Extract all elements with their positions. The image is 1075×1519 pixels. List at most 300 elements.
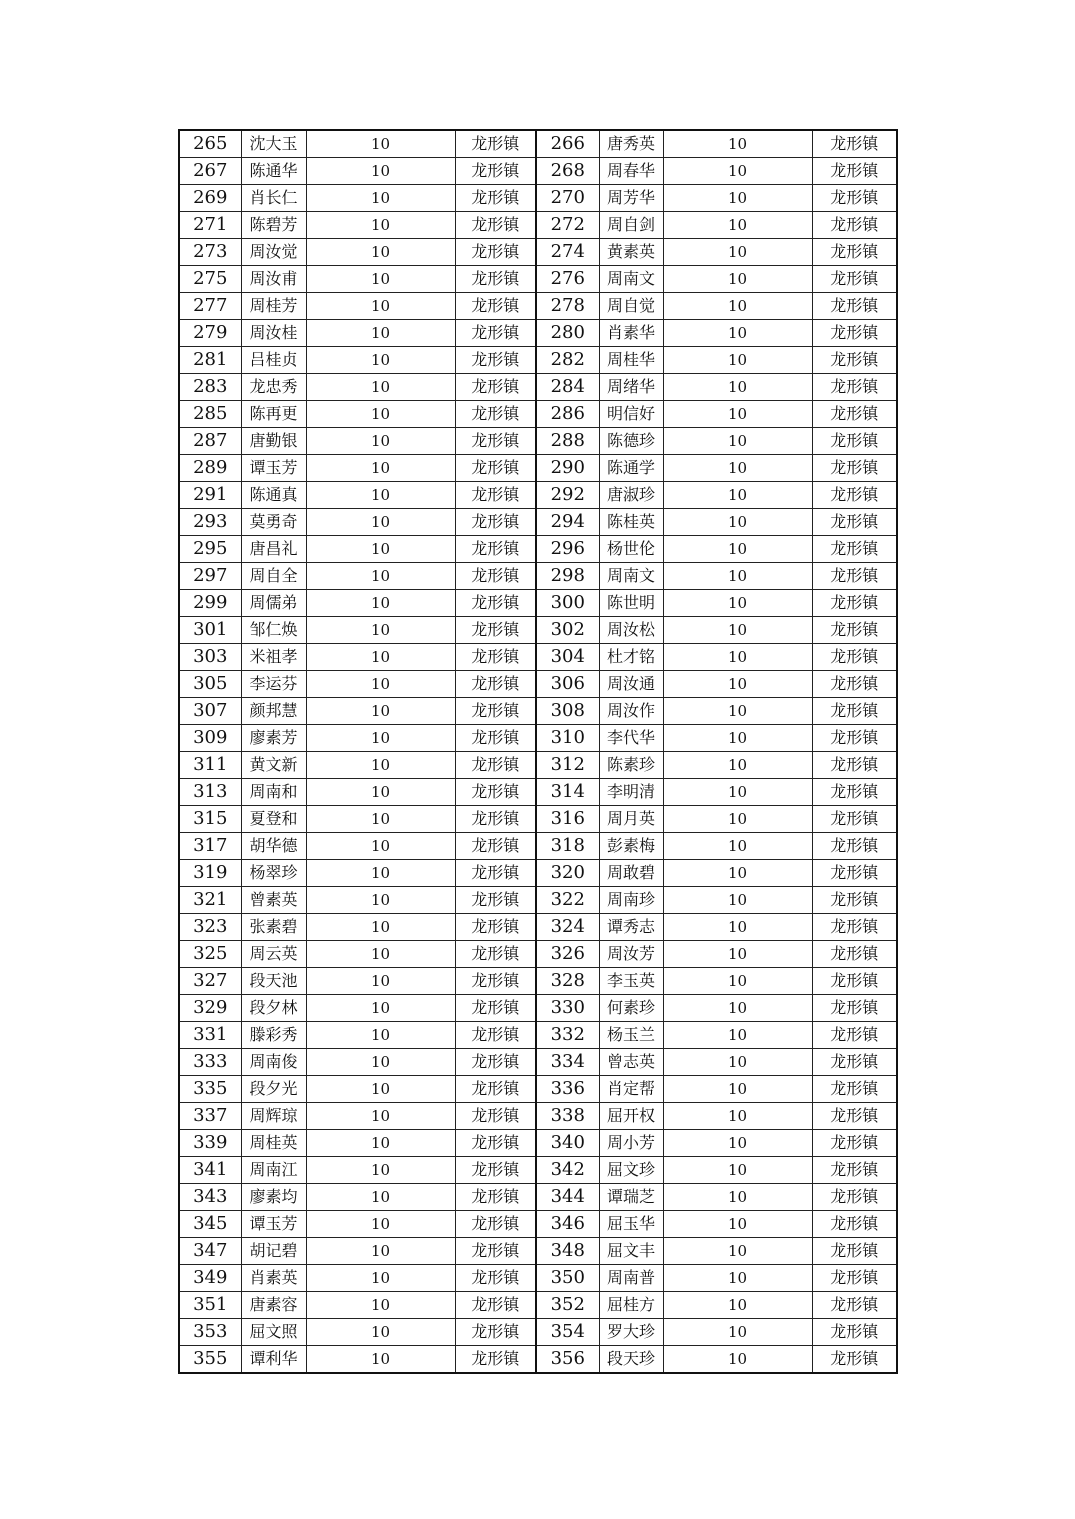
right-amount-cell: 10 bbox=[663, 644, 812, 671]
right-no-cell: 346 bbox=[536, 1211, 599, 1238]
left-amount-cell: 10 bbox=[306, 509, 455, 536]
left-town-cell: 龙形镇 bbox=[455, 1022, 536, 1049]
left-no-cell: 341 bbox=[179, 1157, 241, 1184]
right-no-cell: 336 bbox=[536, 1076, 599, 1103]
left-name-cell: 周汝觉 bbox=[241, 239, 306, 266]
right-amount-cell: 10 bbox=[663, 1292, 812, 1319]
left-name-cell: 段夕林 bbox=[241, 995, 306, 1022]
table-row bbox=[179, 1292, 897, 1319]
left-amount-cell: 10 bbox=[306, 266, 455, 293]
right-amount-cell: 10 bbox=[663, 887, 812, 914]
left-amount-cell: 10 bbox=[306, 1130, 455, 1157]
table-row bbox=[179, 590, 897, 617]
left-no-cell: 297 bbox=[179, 563, 241, 590]
left-amount-cell: 10 bbox=[306, 158, 455, 185]
left-amount-cell: 10 bbox=[306, 185, 455, 212]
left-name-cell: 谭玉芳 bbox=[241, 1211, 306, 1238]
left-amount-cell: 10 bbox=[306, 1022, 455, 1049]
right-town-cell: 龙形镇 bbox=[812, 941, 897, 968]
right-town-cell: 龙形镇 bbox=[812, 320, 897, 347]
right-no-cell: 296 bbox=[536, 536, 599, 563]
left-name-cell: 周南俊 bbox=[241, 1049, 306, 1076]
right-name-cell: 陈德珍 bbox=[599, 428, 663, 455]
left-name-cell: 胡记碧 bbox=[241, 1238, 306, 1265]
table-row bbox=[179, 860, 897, 887]
right-town-cell: 龙形镇 bbox=[812, 698, 897, 725]
right-no-cell: 276 bbox=[536, 266, 599, 293]
right-amount-cell: 10 bbox=[663, 671, 812, 698]
right-town-cell: 龙形镇 bbox=[812, 428, 897, 455]
table-body bbox=[179, 130, 897, 1373]
right-no-cell: 332 bbox=[536, 1022, 599, 1049]
right-amount-cell: 10 bbox=[663, 1238, 812, 1265]
left-name-cell: 陈碧芳 bbox=[241, 212, 306, 239]
left-amount-cell: 10 bbox=[306, 806, 455, 833]
left-amount-cell: 10 bbox=[306, 833, 455, 860]
left-amount-cell: 10 bbox=[306, 860, 455, 887]
left-name-cell: 周南和 bbox=[241, 779, 306, 806]
right-name-cell: 曾志英 bbox=[599, 1049, 663, 1076]
left-amount-cell: 10 bbox=[306, 698, 455, 725]
right-amount-cell: 10 bbox=[663, 374, 812, 401]
left-town-cell: 龙形镇 bbox=[455, 1157, 536, 1184]
right-amount-cell: 10 bbox=[663, 590, 812, 617]
table-row bbox=[179, 1103, 897, 1130]
right-name-cell: 杨玉兰 bbox=[599, 1022, 663, 1049]
left-amount-cell: 10 bbox=[306, 374, 455, 401]
left-name-cell: 谭利华 bbox=[241, 1346, 306, 1374]
table-row bbox=[179, 1022, 897, 1049]
left-amount-cell: 10 bbox=[306, 725, 455, 752]
left-name-cell: 李运芬 bbox=[241, 671, 306, 698]
right-town-cell: 龙形镇 bbox=[812, 293, 897, 320]
left-name-cell: 张素碧 bbox=[241, 914, 306, 941]
left-no-cell: 327 bbox=[179, 968, 241, 995]
right-town-cell: 龙形镇 bbox=[812, 509, 897, 536]
right-amount-cell: 10 bbox=[663, 941, 812, 968]
right-name-cell: 何素珍 bbox=[599, 995, 663, 1022]
left-amount-cell: 10 bbox=[306, 941, 455, 968]
right-name-cell: 肖定帮 bbox=[599, 1076, 663, 1103]
left-name-cell: 段夕光 bbox=[241, 1076, 306, 1103]
left-name-cell: 段天池 bbox=[241, 968, 306, 995]
right-amount-cell: 10 bbox=[663, 563, 812, 590]
left-town-cell: 龙形镇 bbox=[455, 1103, 536, 1130]
roster-sheet bbox=[178, 129, 896, 1374]
right-name-cell: 周自觉 bbox=[599, 293, 663, 320]
left-town-cell: 龙形镇 bbox=[455, 185, 536, 212]
right-name-cell: 罗大珍 bbox=[599, 1319, 663, 1346]
left-town-cell: 龙形镇 bbox=[455, 1346, 536, 1374]
table-row bbox=[179, 671, 897, 698]
right-name-cell: 段天珍 bbox=[599, 1346, 663, 1374]
right-amount-cell: 10 bbox=[663, 1103, 812, 1130]
right-town-cell: 龙形镇 bbox=[812, 185, 897, 212]
right-name-cell: 屈开权 bbox=[599, 1103, 663, 1130]
right-amount-cell: 10 bbox=[663, 725, 812, 752]
left-no-cell: 315 bbox=[179, 806, 241, 833]
right-no-cell: 292 bbox=[536, 482, 599, 509]
right-no-cell: 270 bbox=[536, 185, 599, 212]
right-amount-cell: 10 bbox=[663, 995, 812, 1022]
right-no-cell: 288 bbox=[536, 428, 599, 455]
left-name-cell: 唐勤银 bbox=[241, 428, 306, 455]
left-town-cell: 龙形镇 bbox=[455, 671, 536, 698]
left-town-cell: 龙形镇 bbox=[455, 1319, 536, 1346]
right-amount-cell: 10 bbox=[663, 266, 812, 293]
left-town-cell: 龙形镇 bbox=[455, 1238, 536, 1265]
right-amount-cell: 10 bbox=[663, 212, 812, 239]
right-amount-cell: 10 bbox=[663, 968, 812, 995]
table-row bbox=[179, 455, 897, 482]
left-no-cell: 319 bbox=[179, 860, 241, 887]
left-town-cell: 龙形镇 bbox=[455, 887, 536, 914]
left-town-cell: 龙形镇 bbox=[455, 455, 536, 482]
right-no-cell: 320 bbox=[536, 860, 599, 887]
right-town-cell: 龙形镇 bbox=[812, 887, 897, 914]
left-name-cell: 米祖孝 bbox=[241, 644, 306, 671]
table-row bbox=[179, 644, 897, 671]
table-row bbox=[179, 239, 897, 266]
right-name-cell: 杜才铭 bbox=[599, 644, 663, 671]
table-row bbox=[179, 1211, 897, 1238]
right-name-cell: 谭瑞芝 bbox=[599, 1184, 663, 1211]
left-amount-cell: 10 bbox=[306, 1076, 455, 1103]
left-no-cell: 287 bbox=[179, 428, 241, 455]
left-amount-cell: 10 bbox=[306, 1157, 455, 1184]
table-row bbox=[179, 482, 897, 509]
right-name-cell: 周汝芳 bbox=[599, 941, 663, 968]
right-no-cell: 306 bbox=[536, 671, 599, 698]
right-name-cell: 屈桂方 bbox=[599, 1292, 663, 1319]
right-no-cell: 350 bbox=[536, 1265, 599, 1292]
left-amount-cell: 10 bbox=[306, 779, 455, 806]
table-row bbox=[179, 320, 897, 347]
left-town-cell: 龙形镇 bbox=[455, 320, 536, 347]
right-amount-cell: 10 bbox=[663, 401, 812, 428]
right-town-cell: 龙形镇 bbox=[812, 752, 897, 779]
right-town-cell: 龙形镇 bbox=[812, 590, 897, 617]
left-name-cell: 颜邦慧 bbox=[241, 698, 306, 725]
table-row bbox=[179, 995, 897, 1022]
table-row bbox=[179, 968, 897, 995]
left-name-cell: 肖长仁 bbox=[241, 185, 306, 212]
right-amount-cell: 10 bbox=[663, 482, 812, 509]
left-no-cell: 339 bbox=[179, 1130, 241, 1157]
left-name-cell: 周桂芳 bbox=[241, 293, 306, 320]
left-no-cell: 301 bbox=[179, 617, 241, 644]
left-amount-cell: 10 bbox=[306, 401, 455, 428]
left-town-cell: 龙形镇 bbox=[455, 401, 536, 428]
right-town-cell: 龙形镇 bbox=[812, 617, 897, 644]
right-town-cell: 龙形镇 bbox=[812, 266, 897, 293]
left-name-cell: 周汝甫 bbox=[241, 266, 306, 293]
right-town-cell: 龙形镇 bbox=[812, 968, 897, 995]
right-no-cell: 302 bbox=[536, 617, 599, 644]
table-row bbox=[179, 617, 897, 644]
right-name-cell: 李明清 bbox=[599, 779, 663, 806]
left-town-cell: 龙形镇 bbox=[455, 428, 536, 455]
table-row bbox=[179, 158, 897, 185]
right-amount-cell: 10 bbox=[663, 536, 812, 563]
table-row bbox=[179, 833, 897, 860]
right-no-cell: 290 bbox=[536, 455, 599, 482]
right-town-cell: 龙形镇 bbox=[812, 1211, 897, 1238]
table-row bbox=[179, 1157, 897, 1184]
right-amount-cell: 10 bbox=[663, 347, 812, 374]
right-town-cell: 龙形镇 bbox=[812, 1184, 897, 1211]
right-town-cell: 龙形镇 bbox=[812, 536, 897, 563]
right-name-cell: 周南文 bbox=[599, 266, 663, 293]
right-no-cell: 278 bbox=[536, 293, 599, 320]
roster-table bbox=[178, 129, 898, 1374]
left-amount-cell: 10 bbox=[306, 1049, 455, 1076]
right-town-cell: 龙形镇 bbox=[812, 212, 897, 239]
right-town-cell: 龙形镇 bbox=[812, 1130, 897, 1157]
left-no-cell: 271 bbox=[179, 212, 241, 239]
right-no-cell: 268 bbox=[536, 158, 599, 185]
left-town-cell: 龙形镇 bbox=[455, 130, 536, 158]
right-amount-cell: 10 bbox=[663, 509, 812, 536]
left-no-cell: 309 bbox=[179, 725, 241, 752]
right-town-cell: 龙形镇 bbox=[812, 644, 897, 671]
left-town-cell: 龙形镇 bbox=[455, 212, 536, 239]
right-amount-cell: 10 bbox=[663, 239, 812, 266]
left-name-cell: 沈大玉 bbox=[241, 130, 306, 158]
left-no-cell: 305 bbox=[179, 671, 241, 698]
right-name-cell: 明信好 bbox=[599, 401, 663, 428]
left-town-cell: 龙形镇 bbox=[455, 806, 536, 833]
left-no-cell: 313 bbox=[179, 779, 241, 806]
left-no-cell: 311 bbox=[179, 752, 241, 779]
left-amount-cell: 10 bbox=[306, 887, 455, 914]
table-row bbox=[179, 1346, 897, 1374]
left-name-cell: 滕彩秀 bbox=[241, 1022, 306, 1049]
left-no-cell: 337 bbox=[179, 1103, 241, 1130]
right-town-cell: 龙形镇 bbox=[812, 1076, 897, 1103]
right-amount-cell: 10 bbox=[663, 1265, 812, 1292]
right-name-cell: 谭秀志 bbox=[599, 914, 663, 941]
left-town-cell: 龙形镇 bbox=[455, 536, 536, 563]
left-no-cell: 275 bbox=[179, 266, 241, 293]
right-town-cell: 龙形镇 bbox=[812, 671, 897, 698]
right-name-cell: 屈文丰 bbox=[599, 1238, 663, 1265]
right-town-cell: 龙形镇 bbox=[812, 401, 897, 428]
right-no-cell: 348 bbox=[536, 1238, 599, 1265]
right-amount-cell: 10 bbox=[663, 1049, 812, 1076]
left-no-cell: 277 bbox=[179, 293, 241, 320]
left-name-cell: 黄文新 bbox=[241, 752, 306, 779]
left-town-cell: 龙形镇 bbox=[455, 563, 536, 590]
right-town-cell: 龙形镇 bbox=[812, 1022, 897, 1049]
right-no-cell: 314 bbox=[536, 779, 599, 806]
table-row bbox=[179, 887, 897, 914]
right-amount-cell: 10 bbox=[663, 833, 812, 860]
right-name-cell: 周汝作 bbox=[599, 698, 663, 725]
right-town-cell: 龙形镇 bbox=[812, 455, 897, 482]
table-row bbox=[179, 266, 897, 293]
table-row bbox=[179, 401, 897, 428]
table-row bbox=[179, 374, 897, 401]
left-no-cell: 349 bbox=[179, 1265, 241, 1292]
table-row bbox=[179, 725, 897, 752]
right-no-cell: 334 bbox=[536, 1049, 599, 1076]
right-name-cell: 周南普 bbox=[599, 1265, 663, 1292]
left-town-cell: 龙形镇 bbox=[455, 239, 536, 266]
right-town-cell: 龙形镇 bbox=[812, 1049, 897, 1076]
left-town-cell: 龙形镇 bbox=[455, 266, 536, 293]
left-amount-cell: 10 bbox=[306, 1346, 455, 1374]
right-town-cell: 龙形镇 bbox=[812, 1346, 897, 1374]
table-row bbox=[179, 1130, 897, 1157]
right-name-cell: 周桂华 bbox=[599, 347, 663, 374]
right-no-cell: 284 bbox=[536, 374, 599, 401]
right-name-cell: 周春华 bbox=[599, 158, 663, 185]
right-town-cell: 龙形镇 bbox=[812, 914, 897, 941]
right-amount-cell: 10 bbox=[663, 158, 812, 185]
left-amount-cell: 10 bbox=[306, 995, 455, 1022]
left-amount-cell: 10 bbox=[306, 617, 455, 644]
left-name-cell: 廖素均 bbox=[241, 1184, 306, 1211]
right-no-cell: 272 bbox=[536, 212, 599, 239]
left-town-cell: 龙形镇 bbox=[455, 644, 536, 671]
left-no-cell: 347 bbox=[179, 1238, 241, 1265]
right-no-cell: 304 bbox=[536, 644, 599, 671]
right-name-cell: 杨世伦 bbox=[599, 536, 663, 563]
right-amount-cell: 10 bbox=[663, 1211, 812, 1238]
right-amount-cell: 10 bbox=[663, 1076, 812, 1103]
right-town-cell: 龙形镇 bbox=[812, 482, 897, 509]
left-town-cell: 龙形镇 bbox=[455, 860, 536, 887]
table-row bbox=[179, 1076, 897, 1103]
left-no-cell: 283 bbox=[179, 374, 241, 401]
right-no-cell: 280 bbox=[536, 320, 599, 347]
right-amount-cell: 10 bbox=[663, 320, 812, 347]
right-no-cell: 330 bbox=[536, 995, 599, 1022]
right-amount-cell: 10 bbox=[663, 698, 812, 725]
right-name-cell: 周敢碧 bbox=[599, 860, 663, 887]
right-no-cell: 300 bbox=[536, 590, 599, 617]
right-no-cell: 356 bbox=[536, 1346, 599, 1374]
right-town-cell: 龙形镇 bbox=[812, 725, 897, 752]
right-name-cell: 周南文 bbox=[599, 563, 663, 590]
right-no-cell: 322 bbox=[536, 887, 599, 914]
table-row bbox=[179, 293, 897, 320]
left-no-cell: 273 bbox=[179, 239, 241, 266]
right-name-cell: 唐秀英 bbox=[599, 130, 663, 158]
left-no-cell: 269 bbox=[179, 185, 241, 212]
right-town-cell: 龙形镇 bbox=[812, 158, 897, 185]
right-no-cell: 338 bbox=[536, 1103, 599, 1130]
left-amount-cell: 10 bbox=[306, 671, 455, 698]
left-no-cell: 295 bbox=[179, 536, 241, 563]
right-amount-cell: 10 bbox=[663, 806, 812, 833]
left-name-cell: 周汝桂 bbox=[241, 320, 306, 347]
right-name-cell: 周芳华 bbox=[599, 185, 663, 212]
right-name-cell: 屈文珍 bbox=[599, 1157, 663, 1184]
left-amount-cell: 10 bbox=[306, 293, 455, 320]
left-no-cell: 333 bbox=[179, 1049, 241, 1076]
right-no-cell: 312 bbox=[536, 752, 599, 779]
left-amount-cell: 10 bbox=[306, 1292, 455, 1319]
left-town-cell: 龙形镇 bbox=[455, 617, 536, 644]
left-name-cell: 周南江 bbox=[241, 1157, 306, 1184]
right-no-cell: 308 bbox=[536, 698, 599, 725]
table-row bbox=[179, 130, 897, 158]
left-no-cell: 335 bbox=[179, 1076, 241, 1103]
left-no-cell: 303 bbox=[179, 644, 241, 671]
left-town-cell: 龙形镇 bbox=[455, 995, 536, 1022]
left-no-cell: 307 bbox=[179, 698, 241, 725]
left-name-cell: 唐昌礼 bbox=[241, 536, 306, 563]
table-row bbox=[179, 752, 897, 779]
right-town-cell: 龙形镇 bbox=[812, 1292, 897, 1319]
left-town-cell: 龙形镇 bbox=[455, 482, 536, 509]
right-name-cell: 周小芳 bbox=[599, 1130, 663, 1157]
right-amount-cell: 10 bbox=[663, 455, 812, 482]
left-amount-cell: 10 bbox=[306, 482, 455, 509]
left-no-cell: 279 bbox=[179, 320, 241, 347]
left-amount-cell: 10 bbox=[306, 212, 455, 239]
right-name-cell: 周汝通 bbox=[599, 671, 663, 698]
left-no-cell: 345 bbox=[179, 1211, 241, 1238]
left-name-cell: 周云英 bbox=[241, 941, 306, 968]
left-no-cell: 291 bbox=[179, 482, 241, 509]
right-town-cell: 龙形镇 bbox=[812, 860, 897, 887]
left-town-cell: 龙形镇 bbox=[455, 158, 536, 185]
left-no-cell: 289 bbox=[179, 455, 241, 482]
right-no-cell: 324 bbox=[536, 914, 599, 941]
right-amount-cell: 10 bbox=[663, 185, 812, 212]
left-no-cell: 331 bbox=[179, 1022, 241, 1049]
left-town-cell: 龙形镇 bbox=[455, 293, 536, 320]
left-town-cell: 龙形镇 bbox=[455, 347, 536, 374]
right-amount-cell: 10 bbox=[663, 1022, 812, 1049]
left-amount-cell: 10 bbox=[306, 320, 455, 347]
right-no-cell: 354 bbox=[536, 1319, 599, 1346]
left-amount-cell: 10 bbox=[306, 1238, 455, 1265]
table-row bbox=[179, 1184, 897, 1211]
table-row bbox=[179, 779, 897, 806]
right-amount-cell: 10 bbox=[663, 779, 812, 806]
right-name-cell: 周自剑 bbox=[599, 212, 663, 239]
left-amount-cell: 10 bbox=[306, 1103, 455, 1130]
left-name-cell: 龙忠秀 bbox=[241, 374, 306, 401]
right-amount-cell: 10 bbox=[663, 752, 812, 779]
right-no-cell: 344 bbox=[536, 1184, 599, 1211]
left-no-cell: 343 bbox=[179, 1184, 241, 1211]
left-no-cell: 351 bbox=[179, 1292, 241, 1319]
right-no-cell: 310 bbox=[536, 725, 599, 752]
left-town-cell: 龙形镇 bbox=[455, 1265, 536, 1292]
table-row bbox=[179, 941, 897, 968]
left-name-cell: 邹仁焕 bbox=[241, 617, 306, 644]
right-amount-cell: 10 bbox=[663, 914, 812, 941]
left-no-cell: 281 bbox=[179, 347, 241, 374]
left-town-cell: 龙形镇 bbox=[455, 968, 536, 995]
right-amount-cell: 10 bbox=[663, 617, 812, 644]
left-no-cell: 355 bbox=[179, 1346, 241, 1374]
left-amount-cell: 10 bbox=[306, 1265, 455, 1292]
left-town-cell: 龙形镇 bbox=[455, 914, 536, 941]
left-name-cell: 屈文照 bbox=[241, 1319, 306, 1346]
left-no-cell: 329 bbox=[179, 995, 241, 1022]
left-amount-cell: 10 bbox=[306, 536, 455, 563]
left-no-cell: 285 bbox=[179, 401, 241, 428]
right-amount-cell: 10 bbox=[663, 130, 812, 158]
left-no-cell: 265 bbox=[179, 130, 241, 158]
left-name-cell: 唐素容 bbox=[241, 1292, 306, 1319]
